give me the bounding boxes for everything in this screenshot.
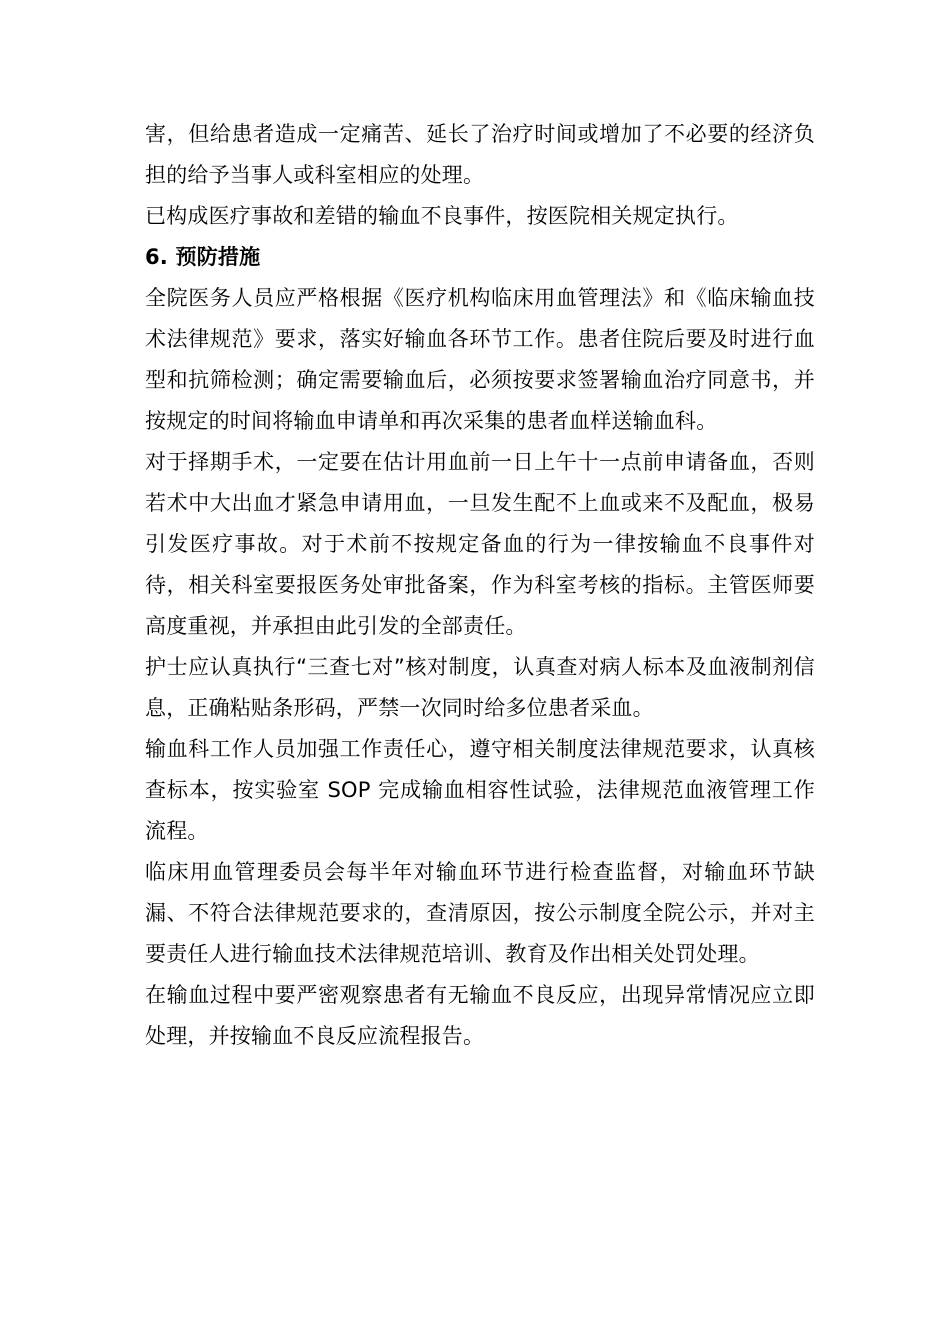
paragraph-elective-surgery: 对于择期手术，一定要在估计用血前一日上午十一点前申请备血，否则若术中大出血才紧急申请用血，一旦发生配不上血或来不及配血，极易引发医疗事故。对于术前不按规定备血的行为一律按输血不良事件对待，相关科室要报医务处审批备案，作为科室考核的指标。主管医师要高度重视，并承担由此引发的全部责任。 [145, 450, 815, 638]
paragraph-handling-continuation: 害，但给患者造成一定痛苦、延长了治疗时间或增加了不必要的经济负担的给予当事人或科室相应的处理。 [145, 122, 815, 187]
paragraph-transfusion-observation: 在输血过程中要严密观察患者有无输血不良反应，出现异常情况应立即处理，并按输血不良反应流程报告。 [145, 983, 815, 1048]
document-page [145, 114, 815, 1057]
paragraph-committee-supervision: 临床用血管理委员会每半年对输血环节进行检查监督，对输血环节缺漏、不符合法律规范要求的，查清原因，按公示制度全院公示，并对主要责任人进行输血技术法律规范培训、教育及作出相关处罚处理。 [145, 860, 815, 966]
section-heading-prevention: 6. 预防措施 [145, 245, 261, 269]
paragraph-nurse-verification: 护士应认真执行“三查七对”核对制度，认真查对病人标本及血液制剂信息，正确粘贴条形码，严禁一次同时给多位患者采血。 [145, 655, 815, 720]
paragraph-staff-requirements: 全院医务人员应严格根据《医疗机构临床用血管理法》和《临床输血技术法律规范》要求，落实好输血各环节工作。患者住院后要及时进行血型和抗筛检测；确定需要输血后，必须按要求签署输血治疗同意书，并按规定的时间将输血申请单和再次采集的患者血样送输血科。 [145, 286, 815, 433]
paragraph-blood-department: 输血科工作人员加强工作责任心，遵守相关制度法律规范要求，认真核查标本，按实验室 SOP 完成输血相容性试验，法律规范血液管理工作流程。 [145, 737, 815, 843]
paragraph-medical-accident-rule: 已构成医疗事故和差错的输血不良事件，按医院相关规定执行。 [145, 204, 739, 228]
